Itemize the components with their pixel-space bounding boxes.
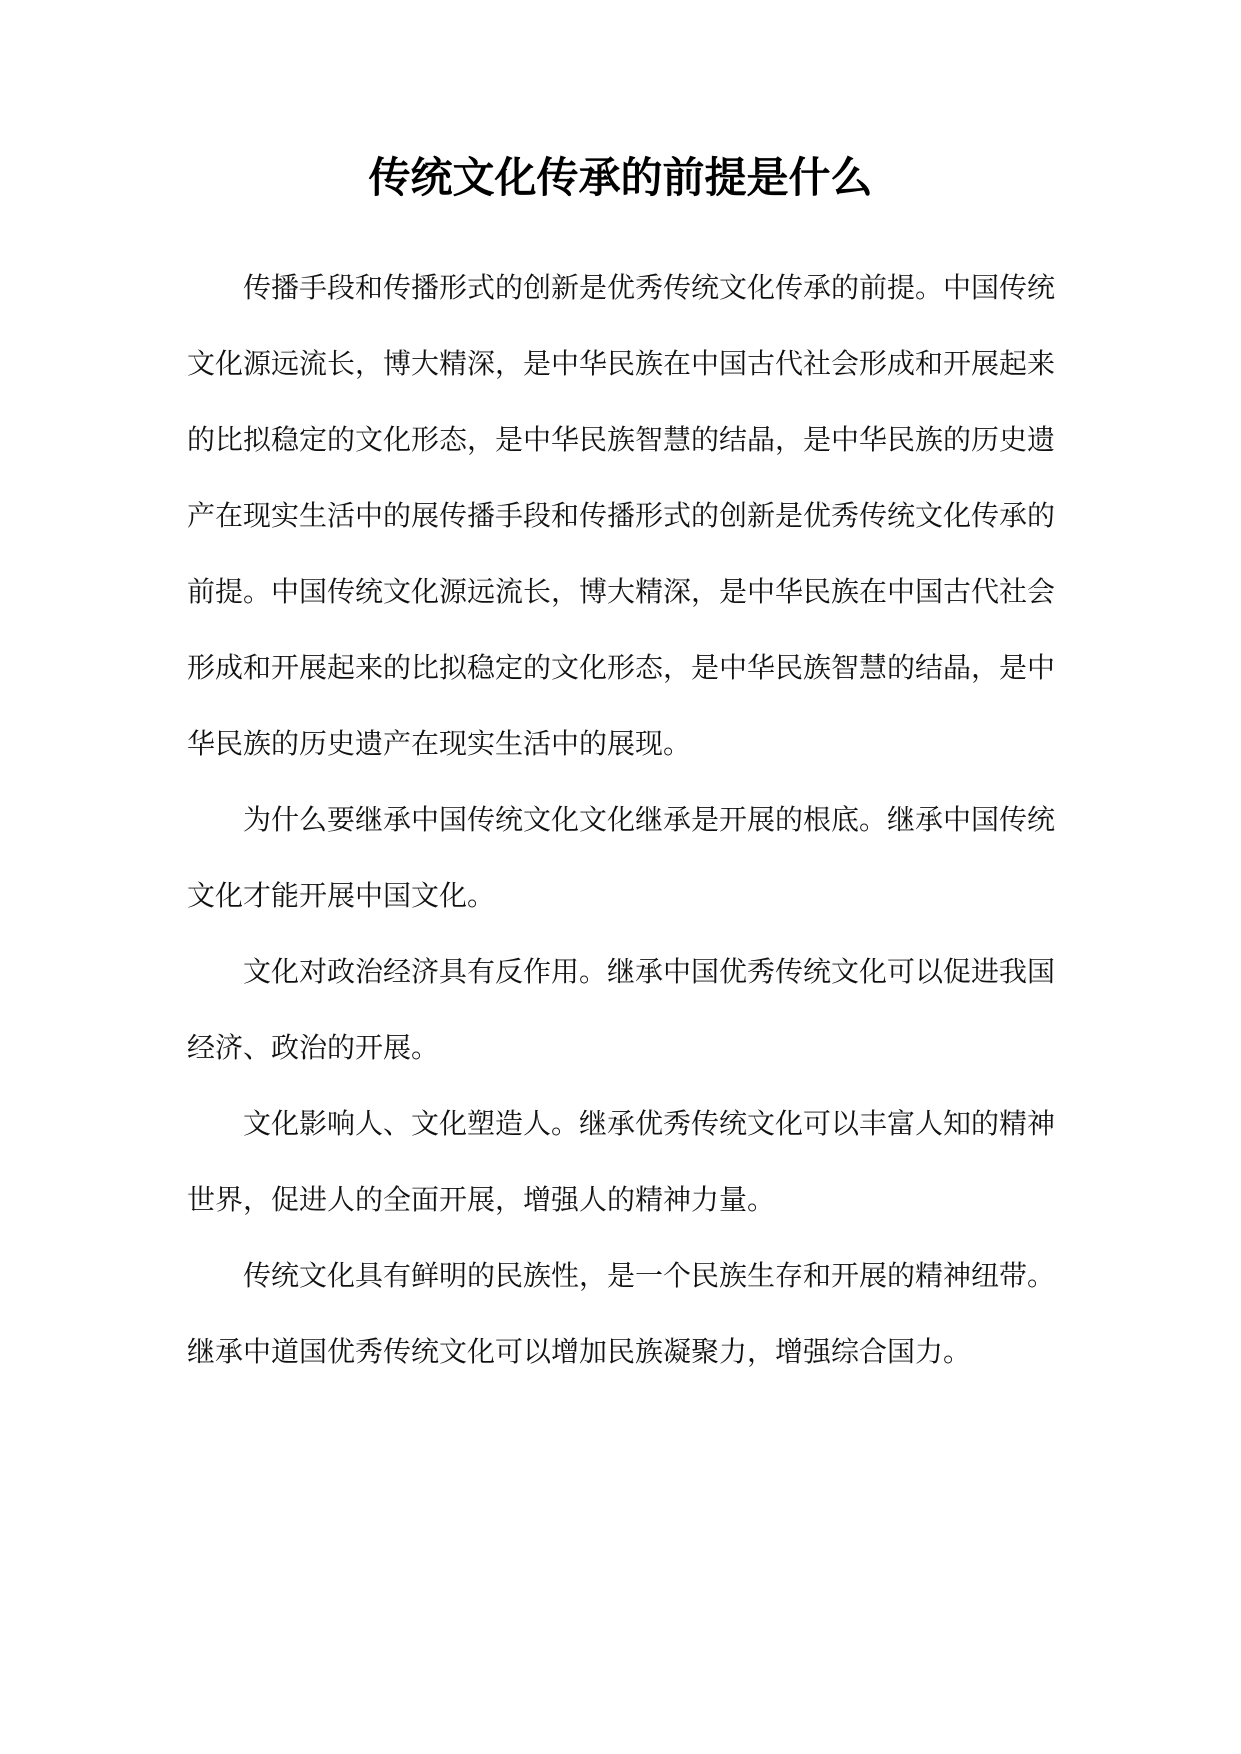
paragraph-5: 传统文化具有鲜明的民族性，是一个民族生存和开展的精神纽带。继承中道国优秀传统文化可以增加民族凝聚力，增强综合国力。 [187,1259,1056,1368]
paragraph-1: 传播手段和传播形式的创新是优秀传统文化传承的前提。中国传统文化源远流长，博大精深，是中华民族在中国古代社会形成和开展起来的比拟稳定的文化形态，是中华民族智慧的结晶，是中华民族的历史遗产在现实生活中的展传播手段和传播形式的创新是优秀传统文化传承的前提。中国传统文化源远流长，博大精深，是中华民族在中国古代社会形成和开展起来的比拟稳定的文化形态，是中华民族智慧的结晶，是中华民族的历史遗产在现实生活中的展现。 [187,271,1056,760]
document-body [187,250,1055,1390]
paragraph-3: 文化对政治经济具有反作用。继承中国优秀传统文化可以促进我国经济、政治的开展。 [187,955,1056,1064]
paragraph-2: 为什么要继承中国传统文化文化继承是开展的根底。继承中国传统文化才能开展中国文化。 [187,803,1056,912]
paragraph-4: 文化影响人、文化塑造人。继承优秀传统文化可以丰富人知的精神世界，促进人的全面开展，增强人的精神力量。 [187,1107,1056,1216]
document-title: 传统文化传承的前提是什么 [368,153,873,202]
